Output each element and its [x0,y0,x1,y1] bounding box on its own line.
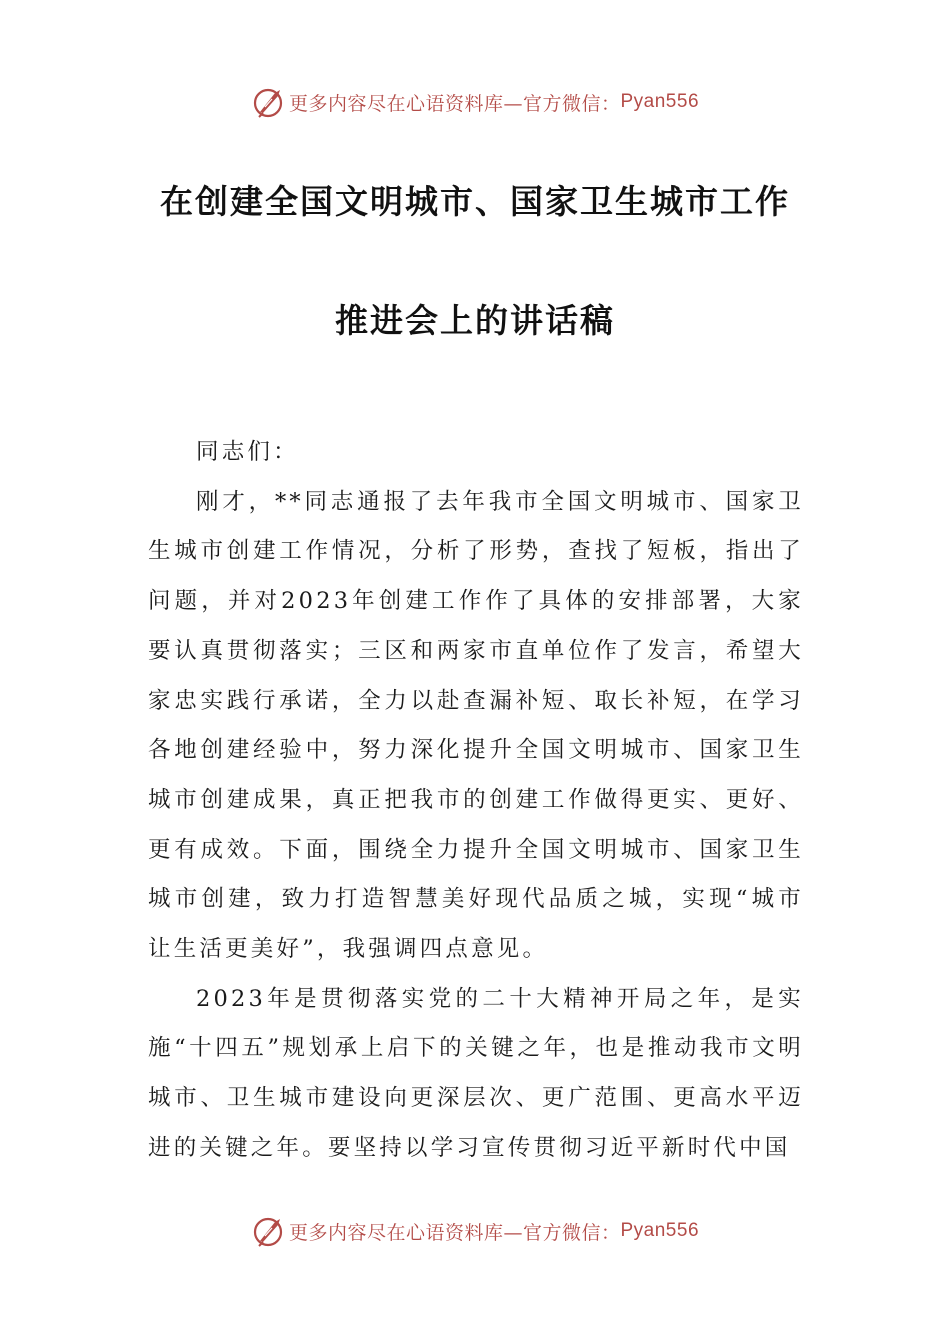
document-body [148,428,804,1174]
document-title-line-1: 在创建全国文明城市、国家卫生城市工作 [160,182,790,221]
quill-pen-logo-icon [251,1213,287,1249]
watermark-text: 更多内容尽在心语资料库—官方微信： [288,92,621,115]
paragraph-1: 刚才，**同志通报了去年我市全国文明城市、国家卫生城市创建工作情况，分析了形势，查找了短板，指出了问题，并对2023年创建工作作了具体的安排部署，大家要认真贯彻落实；三区和两家市直单位作了发言，希望大家忠实践行承诺，全力以赴查漏补短、取长补短，在学习各地创建经验中，努力深化提升全国文明城市、国家卫生城市创建成果，真正把我市的创建工作做得更实、更好、更有成效。下面，围绕全力提升全国文明城市、国家卫生城市创建，致力打造智慧美好现代品质之城，实现“城市让生活更美好”，我强调四点意见。 [148,488,804,963]
paragraph-salutation: 同志们： [196,439,299,465]
document-title-line-2: 推进会上的讲话稿 [335,301,615,340]
wechat-id: Pyan556 [620,1220,700,1241]
wechat-id: Pyan556 [620,91,700,112]
quill-pen-logo-icon [251,84,287,120]
paragraph-2: 2023年是贯彻落实党的二十大精神开局之年，是实施“十四五”规划承上启下的关键之年，也是推动我市文明城市、卫生城市建设向更深层次、更广范围、更高水平迈进的关键之年。要坚持以学习宣传贯彻习近平新时代中国 [148,985,804,1161]
watermark-banner-bottom [0,1211,950,1251]
watermark-text: 更多内容尽在心语资料库—官方微信： [288,1221,621,1244]
watermark-banner-top [0,82,950,122]
